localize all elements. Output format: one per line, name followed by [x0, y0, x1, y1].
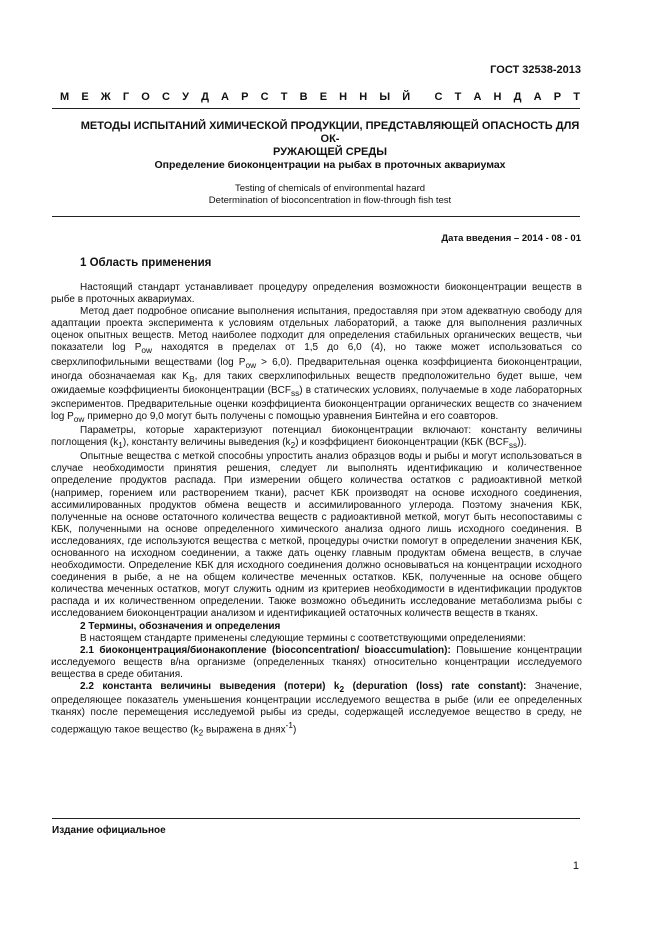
page-number: 1: [572, 860, 579, 872]
document-body: [51, 282, 582, 739]
banner-letter: Г: [122, 91, 130, 103]
banner-letter: Р: [241, 91, 249, 103]
banner-letter: Ы: [379, 91, 391, 103]
english-title-line-1: Testing of chemicals of environmental hazard: [234, 183, 426, 194]
banner-letter: А: [473, 91, 482, 103]
banner-letter: Н: [359, 91, 368, 103]
banner-letter: М: [60, 91, 70, 103]
title-rule: [52, 216, 580, 217]
paragraph-labeled-substances: Опытные вещества с меткой способны упростить анализ образцов воды и рыбы и могут использоваться в случае необходимости принятия решения, следует ли выполнять идентификацию и количественное определение продуктов распада. При измерении общего количества остатков с радиоактивной меткой (например, горением или растворением ткани), расчет КБК производят на основе исходного соединения, ассимилированных продуктов обмена веществ и ассимилированного углерода. Поэтому значения КБК, полученные на основе остаточного количества веществ с радиоактивной меткой, могут быть несопоставимы с КБК, полученными на основе определенного химического анализа одного лишь исходного соединения. В исследованиях, где используются вещества с меткой, процедуры очистки помогут в определении значения КБК, основанного на исходном соединении, а также дать оценку главным продуктам обмена веществ, в случае необходимости. Определение КБК для исходного соединения должно основываться на концентрации исходного соединения в рыбе, а не на общем количестве меченных остатков. КБК, полученные на основе общего количества меченных остатков, могут служить одним из критериев необходимости в идентификации продуктов распада и их количественном определении. Также возможно объединить исследование метаболизма рыбы с исследованием биоконцентрации анализом и идентификацией остаточных количеств веществ в тканях.: [51, 451, 582, 620]
banner-letter: С: [161, 91, 170, 103]
banner-letter: Т: [280, 91, 288, 103]
banner-letter: Д: [201, 91, 209, 103]
banner-letter: А: [221, 91, 229, 103]
paragraph-method: Метод дает подробное описание выполнения испытания, предоставляя при этом адекватную свободу для адаптации проекта эксперимента к условиям отдельных лабораторий, а также для выполнения различных оценок опытных веществ. Метод наиболее подходит для определения стабильных органических веществ, чьи показатели $\log P_{ow}$ находятся в пределах от 1,5 до 6,0 (4), но также может использоваться со сверхлипофильными веществами (log $P_{ow} > 6,0$). Предварительная оценка коэффициента биоконцентрации, иногда обозначаемая как $K_B$, для таких сверхлипофильных веществ предположительно будет выше, чем ожидаемые коэффициенты биоконцентрации $(BCF_{ss})$ в статических условиях, получаемые в ходе лабораторных экспериментов. Предварительные оценки коэффициента биоконцентрации органических веществ со значением $\log P_{ow}$ примерно до 9,0 могут быть получены с помощью уравнения Бинтейна и его соавторов.: [51, 306, 583, 424]
paragraph-scope: Настоящий стандарт устанавливает процедуру определения возможности биоконцентрации веществ в рыбе в проточных аквариумах.: [51, 282, 582, 306]
banner-letter: Т: [573, 91, 580, 103]
banner-letter: Е: [319, 91, 328, 103]
interstate-standard-banner: [60, 91, 580, 103]
banner-letter: Н: [339, 91, 348, 103]
banner-letter: Р: [553, 91, 562, 103]
banner-letter: С: [260, 91, 269, 103]
english-title-line-2: Determination of bioconcentration in flow-through fish test: [208, 195, 452, 206]
title-line-1: МЕТОДЫ ИСПЫТАНИЙ ХИМИЧЕСКОЙ ПРОДУКЦИИ, ПРЕДСТАВЛЯЮЩЕЙ ОПАСНОСТЬ ДЛЯ ОК-: [80, 120, 580, 145]
banner-letter: А: [533, 91, 542, 103]
standard-code: ГОСТ 32538-2013: [490, 64, 581, 76]
header-rule: [52, 108, 580, 109]
banner-letter: О: [141, 91, 150, 103]
paragraph-terms-intro: В настоящем стандарте применены следующие термины с соответствующими определениями:: [80, 632, 526, 644]
section-2-heading: 2 Термины, обозначения и определения: [80, 620, 281, 632]
paragraph-parameters: Параметры, которые характеризуют потенциал биоконцентрации включают: константу величины поглощения $(k_1)$, константу величины выведения $(k_2)$ и коэффициент биоконцентрации (КБК $(BCF_{ss})$).: [51, 425, 582, 451]
english-title: [70, 183, 590, 207]
introduction-date: Дата введения – 2014 - 08 - 01: [441, 233, 581, 244]
document-subtitle: Определение биоконцентрации на рыбах в проточных аквариумах: [154, 159, 506, 171]
section-1-heading: 1 Область применения: [80, 257, 212, 269]
title-line-2: РУЖАЮЩЕЙ СРЕДЫ: [273, 146, 387, 158]
banner-letter: Ж: [100, 91, 111, 103]
banner-letter: Т: [454, 91, 462, 103]
banner-letter: У: [182, 91, 189, 103]
banner-letter: С: [434, 91, 443, 103]
official-edition-label: Издание официальное: [52, 825, 166, 836]
term-2-2: 2.2 константа величины выведения (потери) $k_2$ (depuration (loss) rate constant): Значение, определяющее показатель уменьшения концентрации исследуемого вещества в рыбе (или ее определенных тканях) после перемещения исследуемой рыбы из среды, содержащей исследуемое вещество в среду, не содержащую такое вещество ($k_2$ выражена в днях$^{-1}$): [51, 681, 582, 738]
banner-letter: Н: [493, 91, 502, 103]
footer-rule: [52, 818, 580, 819]
term-2-1: 2.1 биоконцентрация/бионакопление (bioconcentration/ bioaccumulation): Повышение концентрации исследуемого веществ в/на организме (определенных тканях) относительно концентрации исследуемого вещества в среде обитания.: [51, 644, 583, 680]
banner-letter: В: [299, 91, 308, 103]
banner-letter: Й: [402, 91, 411, 103]
document-title: [70, 120, 590, 159]
banner-letter: Е: [81, 91, 89, 103]
banner-letter: Д: [513, 91, 522, 103]
